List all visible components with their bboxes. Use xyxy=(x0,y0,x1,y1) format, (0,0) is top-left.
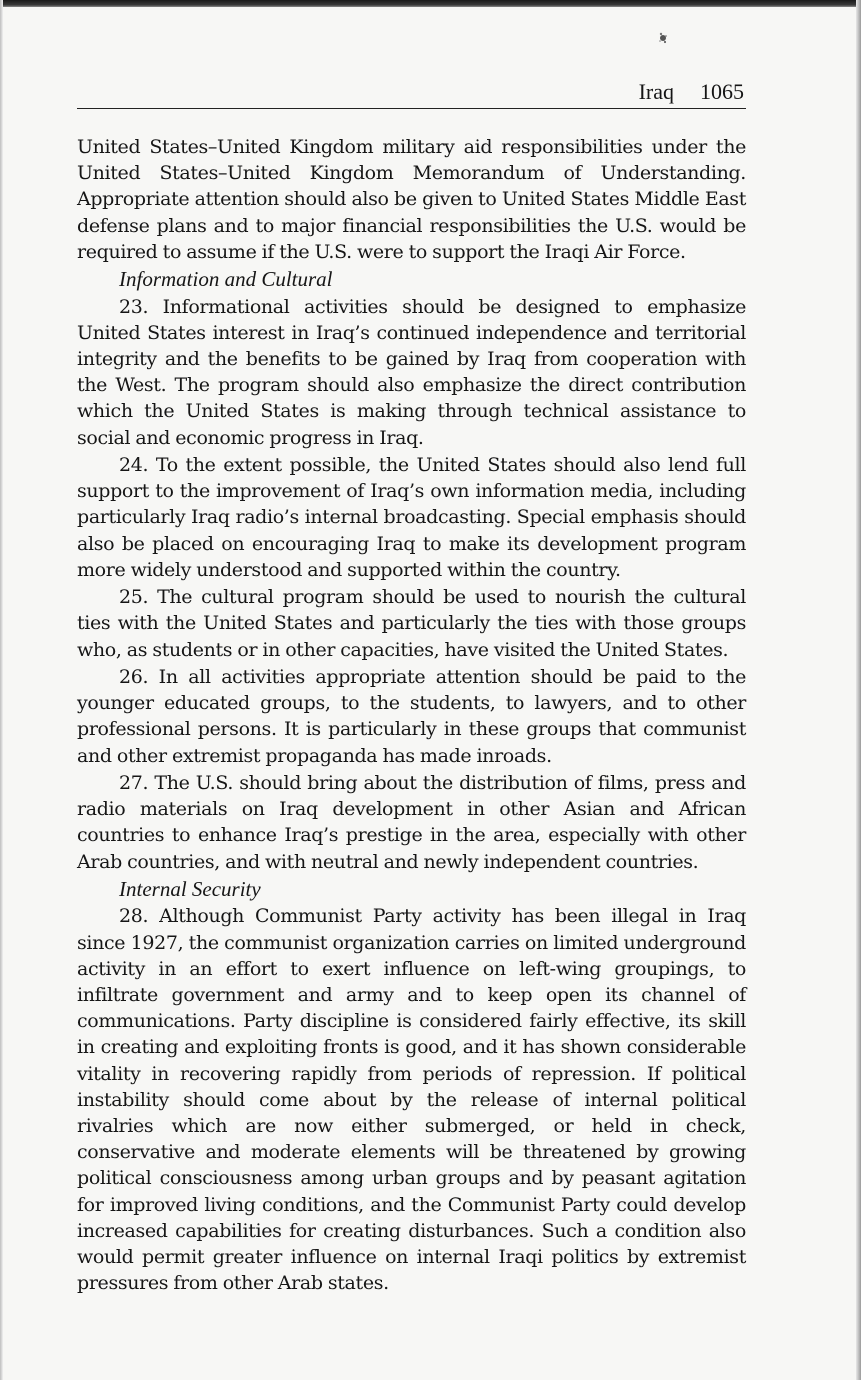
opening-paragraph: United States–United Kingdom military aid responsibilities under the United States–United Kingdom Memorandum of Understanding. Appropriate attention should also be given to United States Middle East defense plans and to major financial responsibilities the U.S. would be required to assume if the U.S. were to support the Iraqi Air Force. xyxy=(77,136,746,263)
section-heading-information-cultural: Information and Cultural xyxy=(119,267,333,292)
running-header xyxy=(77,80,746,109)
page-body xyxy=(77,134,746,1296)
scan-top-border xyxy=(0,0,861,7)
paragraph-23: 23. Informational activities should be designed to emphasize United States interest in Iraq’s continued independence and territorial integrity and the benefits to be gained by Iraq from cooperation with the West. The program should also emphasize the direct contribution which the United States is making through technical assistance to social and economic progress in Iraq. xyxy=(77,295,746,449)
running-title: Iraq xyxy=(638,79,674,104)
page-number: 1065 xyxy=(700,79,744,104)
paragraph-25: 25. The cultural program should be used to nourish the cultural ties with the United States and particularly the ties with those groups who, as students or in other capacities, have visited the United States. xyxy=(77,586,746,661)
paragraph-27: 27. The U.S. should bring about the distribution of films, press and radio materials on Iraq development in other Asian and African countries to enhance Iraq’s prestige in the area, especially with other Arab countries, and with neutral and newly independent countries. xyxy=(77,772,746,873)
paragraph-28: 28. Although Communist Party activity has been illegal in Iraq since 1927, the communist organization carries on limited underground activity in an effort to exert influence on left-wing groupings, to infiltrate government and army and to keep open its channel of communications. Party discipline is considered fairly effective, its skill in creating and exploiting fronts is good, and it has shown considerable vitality in recovering rapidly from periods of repression. If political instability should come about by the release of internal political rivalries which are now either submerged, or held in check, conservative and moderate elements will be threatened by growing political consciousness among urban groups and by peasant agitation for improved living conditions, and the Communist Party could develop increased capabilities for creating disturbances. Such a condition also would permit greater influence on internal Iraqi politics by extremist pressures from other Arab states. xyxy=(77,905,746,1295)
scan-left-edge xyxy=(0,0,3,1380)
paragraph-26: 26. In all activities appropriate attention should be paid to the younger educated groups, to the students, to lawyers, and to other professional persons. It is particularly in these groups that communist and other extremist propaganda has made inroads. xyxy=(77,666,746,767)
scan-right-edge xyxy=(856,0,861,1380)
scan-speck-mark xyxy=(656,30,670,46)
paragraph-24: 24. To the extent possible, the United States should also lend full support to the improvement of Iraq’s own information media, including particularly Iraq radio’s internal broadcasting. Special emphasis should also be placed on encouraging Iraq to make its development program more widely understood and supported within the country. xyxy=(77,454,746,581)
section-heading-internal-security: Internal Security xyxy=(119,877,261,901)
